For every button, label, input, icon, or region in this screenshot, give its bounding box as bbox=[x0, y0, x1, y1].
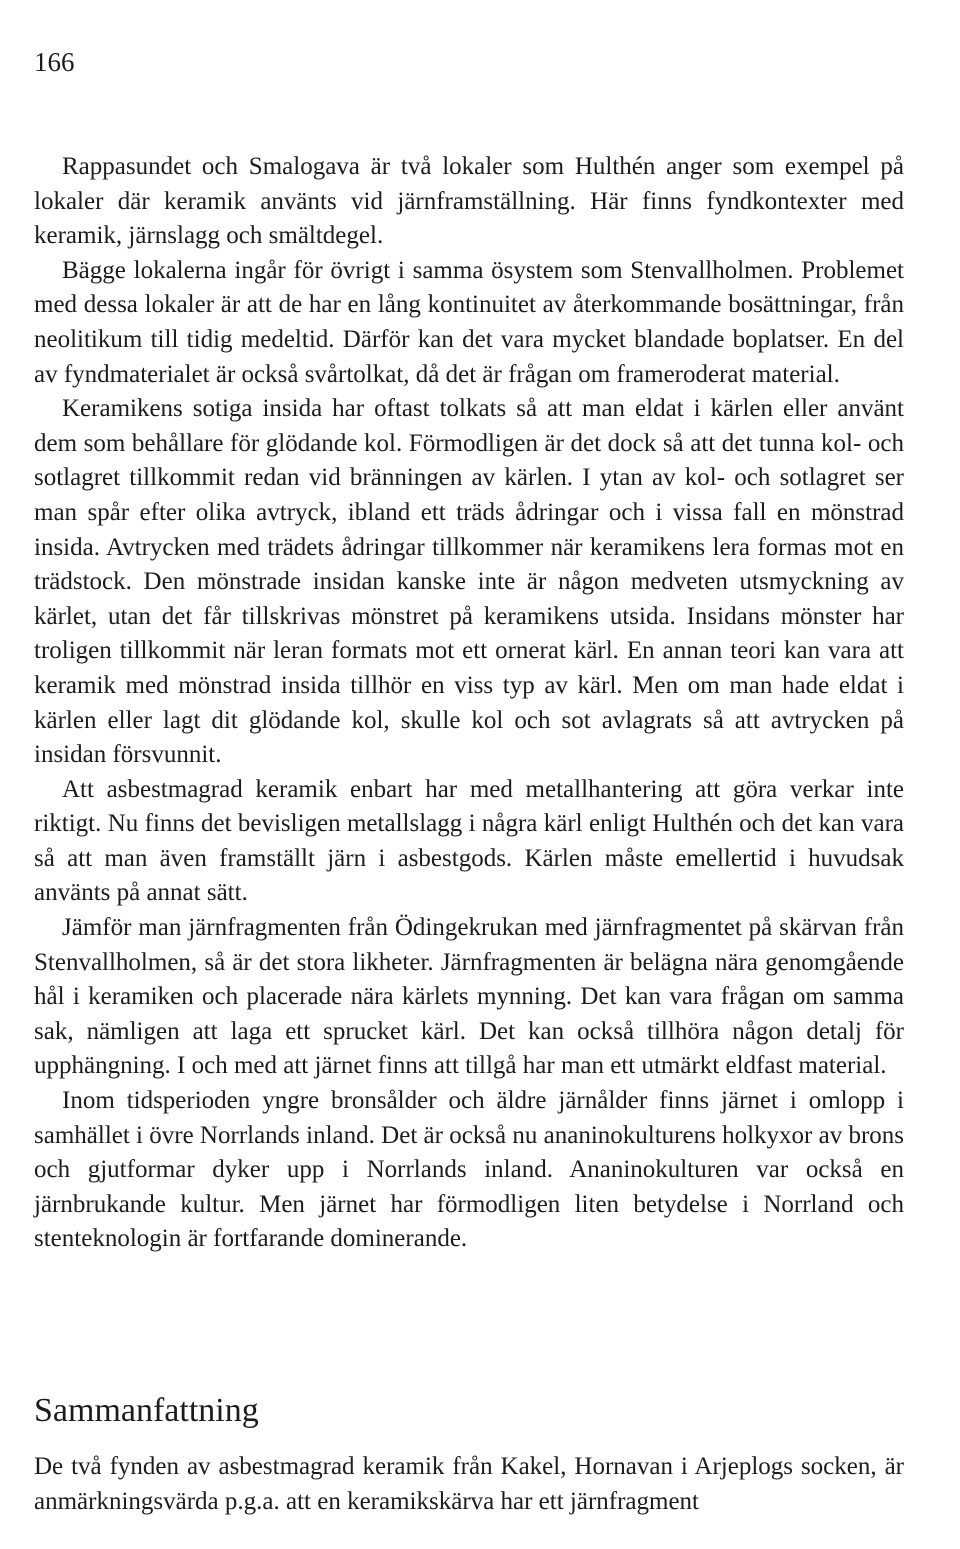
page-number: 166 bbox=[34, 47, 75, 77]
summary-paragraph: De två fynden av asbestmagrad keramik från Kakel, Hornavan i Arjeplogs socken, är anmärkningsvärda p.g.a. att en keramikskärva har ett järnfragment bbox=[34, 1453, 904, 1515]
paragraph-6: Inom tidsperioden yngre bronsålder och äldre järnålder finns järnet i omlopp i samhället i övre Norrlands inland. Det är också nu ananinokulturens holkyxor av brons och gjutformar dyker upp i Norrlands inland. Ananinokulturen var också en järnbrukande kultur. Men järnet har förmodligen liten betydelse i Norrland och stenteknologin är fortfarande dominerande. bbox=[34, 1087, 904, 1253]
section-heading: Sammanfattning bbox=[34, 1392, 259, 1429]
body-text bbox=[34, 150, 904, 1257]
paragraph-4: Att asbestmagrad keramik enbart har med metallhantering att göra verkar inte riktigt. Nu finns det bevisligen metallslagg i några kärl enligt Hulthén och det kan vara så att man även framställt järn i asbestgods. Kärlen måste emellertid i huvudsak använts på annat sätt. bbox=[34, 775, 904, 907]
paragraph-3: Keramikens sotiga insida har oftast tolkats så att man eldat i kärlen eller använt dem som behållare för glödande kol. Förmodligen är det dock så att det tunna kol- och sotlagret tillkommit redan vid bränningen av kärlen. I ytan av kol- och sotlagret ser man spår efter olika avtryck, ibland ett träds ådringar och i vissa fall en mönstrad insida. Avtrycken med trädets ådringar tillkommer när keramikens lera formas mot en trädstock. Den mönstrade insidan kanske inte är någon medveten utsmyckning av kärlet, utan det får tillskrivas mönstret på keramikens utsida. Insidans mönster har troligen tillkommit när leran formats mot ett ornerat kärl. En annan teori kan vara att keramik med mönstrad insida tillhör en viss typ av kärl. Men om man hade eldat i kärlen eller lagt dit glödande kol, skulle kol och sot avlagrats så att avtrycken på insidan försvunnit. bbox=[34, 395, 904, 769]
paragraph-5: Jämför man järnfragmenten från Ödingekrukan med järnfragmentet på skärvan från Stenvallholmen, så är det stora likheter. Järnfragmenten är belägna nära genomgående hål i keramiken och placerade nära kärlets mynning. Det kan vara frågan om samma sak, nämligen att laga ett sprucket kärl. Det kan också tillhöra någon detalj för upphängning. I och med att järnet finns att tillgå har man ett utmärkt eldfast material. bbox=[34, 914, 904, 1080]
paragraph-1: Rappasundet och Smalogava är två lokaler som Hulthén anger som exempel på lokaler där keramik använts vid järnframställning. Här finns fyndkontexter med keramik, järnslagg och smältdegel. bbox=[34, 153, 904, 250]
paragraph-2: Bägge lokalerna ingår för övrigt i samma ösystem som Stenvallholmen. Problemet med dessa lokaler är att de har en lång kontinuitet av återkommande bosättningar, från neolitikum till tidig medeltid. Därför kan det vara mycket blandade boplatser. En del av fyndmaterialet är också svårtolkat, då det är frågan om frameroderat material. bbox=[34, 256, 904, 388]
section-body bbox=[34, 1450, 904, 1519]
